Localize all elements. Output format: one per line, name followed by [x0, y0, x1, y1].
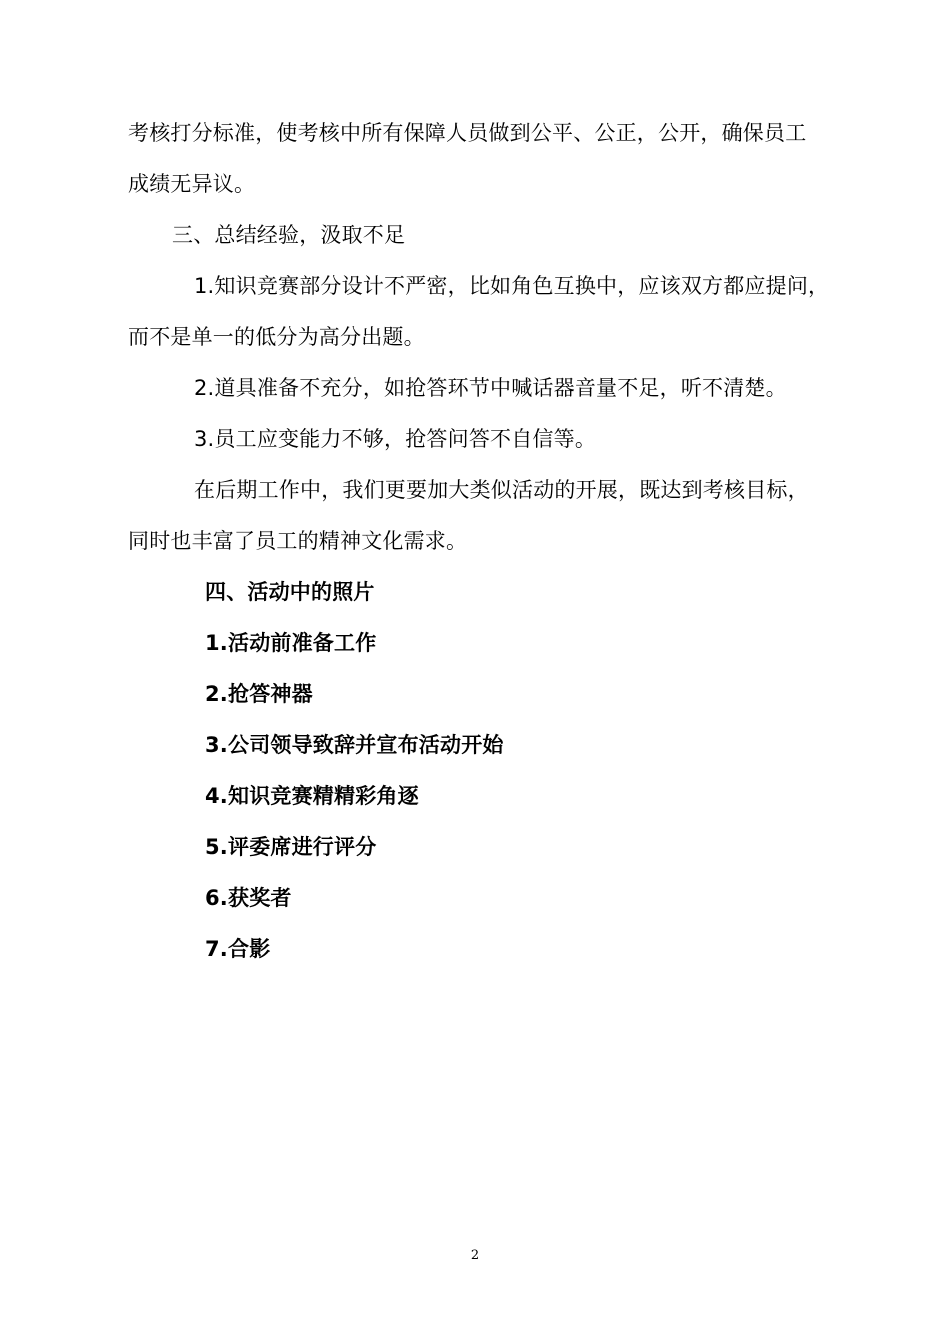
closing-paragraph-line-1: 在后期工作中，我们更要加大类似活动的开展，既达到考核目标， — [194, 478, 809, 502]
item-3: 3.员工应变能力不够，抢答问答不自信等。 — [194, 427, 597, 451]
page-number: 2 — [470, 1248, 480, 1263]
section-4-heading: 四、活动中的照片 — [205, 580, 375, 604]
section-3-heading: 三、总结经验，汲取不足 — [172, 223, 406, 247]
closing-paragraph-line-2: 同时也丰富了员工的精神文化需求。 — [128, 529, 468, 553]
photo-list-item: 1.活动前准备工作 — [205, 631, 377, 655]
item-2: 2.道具准备不充分，如抢答环节中喊话器音量不足，听不清楚。 — [194, 376, 787, 400]
photo-list-item: 4.知识竞赛精精彩角逐 — [205, 784, 419, 808]
paragraph-1-line-1: 考核打分标准，使考核中所有保障人员做到公平、公正，公开，确保员工 — [128, 121, 807, 145]
photo-list-item: 3.公司领导致辞并宣布活动开始 — [205, 733, 504, 757]
photo-list-item: 2.抢答神器 — [205, 682, 313, 706]
photo-list-item: 6.获奖者 — [205, 886, 292, 910]
item-1-line-2: 而不是单一的低分为高分出题。 — [128, 325, 425, 349]
item-1-line-1: 1.知识竞赛部分设计不严密，比如角色互换中，应该双方都应提问， — [194, 274, 830, 298]
photo-list-item: 7.合影 — [205, 937, 271, 961]
paragraph-1-line-2: 成绩无异议。 — [128, 172, 256, 196]
photo-list-item: 5.评委席进行评分 — [205, 835, 377, 859]
